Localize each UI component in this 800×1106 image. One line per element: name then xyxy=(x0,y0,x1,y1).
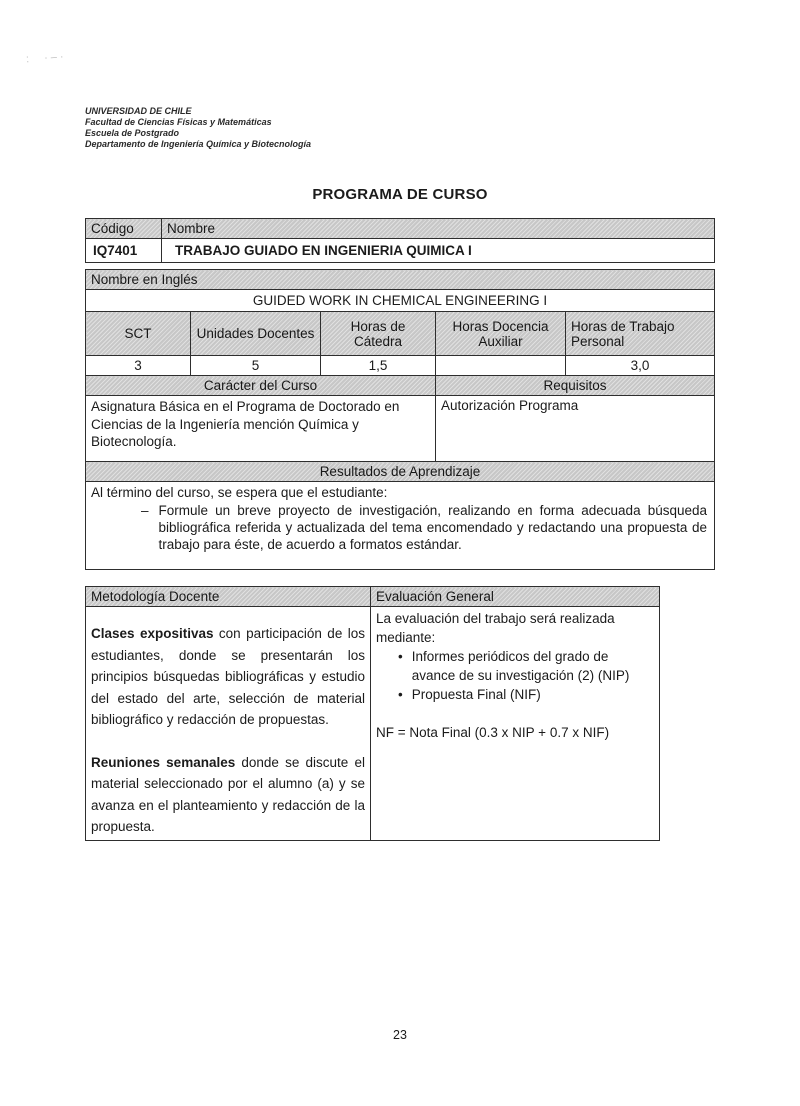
codigo-column-header: Código xyxy=(86,219,162,239)
caracter-del-curso-header: Carácter del Curso xyxy=(86,376,436,396)
sct-value: 3 xyxy=(86,356,191,376)
unidades-docentes-value: 5 xyxy=(191,356,321,376)
evaluacion-list-item xyxy=(376,685,654,704)
horas-trabajo-personal-value: 3,0 xyxy=(566,356,715,376)
metodologia-p1-text: con participación de los estudiantes, donde se presentarán los principios búsquedas bibliográficas y estudio del estado del arte, selección de material bibliográfico y redacción de propuestas. xyxy=(91,626,365,727)
requisitos-header: Requisitos xyxy=(436,376,715,396)
metodologia-paragraph-reuniones xyxy=(91,752,365,838)
horas-trabajo-personal-column-header: Horas de Trabajo Personal xyxy=(566,312,715,356)
metodologia-p2-text: donde se discute el material seleccionado por el alumno (a) y se avanza en el planteamiento y redacción de la propuesta. xyxy=(91,754,365,834)
scan-artifact: : ·–· xyxy=(25,50,67,66)
page-number: 23 xyxy=(393,1028,407,1042)
resultados-item-text: Formule un breve proyecto de investigación, realizando en forma adecuada búsqueda bibliográfica referida y actualizada del tema encomendado y redactando una propuesta de trabajo para éste, de acuerdo a formatos estándar. xyxy=(158,503,707,552)
evaluacion-list-item xyxy=(376,647,654,685)
letterhead-school: Escuela de Postgrado xyxy=(85,128,180,138)
horas-catedra-value: 1,5 xyxy=(321,356,436,376)
page-content xyxy=(85,0,715,841)
dash-bullet-icon: – xyxy=(141,503,149,518)
bullet-icon: • xyxy=(398,687,403,702)
metodologia-docente-content xyxy=(86,607,371,841)
horas-catedra-column-header: Horas de Cátedra xyxy=(321,312,436,356)
evaluacion-formula: NF = Nota Final (0.3 x NIP + 0.7 x NIF) xyxy=(376,725,610,740)
resultados-intro: Al término del curso, se espera que el estudiante: xyxy=(91,485,388,500)
evaluacion-general-header: Evaluación General xyxy=(371,587,660,607)
letterhead-faculty: Facultad de Ciencias Físicas y Matemáticas xyxy=(85,117,272,127)
resultados-list-item xyxy=(91,502,709,553)
horas-docencia-auxiliar-value xyxy=(436,356,566,376)
codigo-value: IQ7401 xyxy=(86,239,162,263)
methodology-evaluation-table xyxy=(85,586,660,841)
metodologia-p2-lead: Reuniones semanales xyxy=(91,754,236,770)
nombre-ingles-header: Nombre en Inglés xyxy=(86,270,715,290)
metodologia-paragraph-clases xyxy=(91,623,365,731)
letterhead-university: UNIVERSIDAD DE CHILE xyxy=(85,106,192,116)
evaluacion-item-text: Informes periódicos del grado de avance de su investigación (2) (NIP) xyxy=(411,649,630,683)
resultados-aprendizaje-header: Resultados de Aprendizaje xyxy=(86,462,715,482)
requisitos-value: Autorización Programa xyxy=(436,396,715,462)
caracter-del-curso-value: Asignatura Básica en el Programa de Doctorado en Ciencias de la Ingeniería mención Química y Biotecnología. xyxy=(86,396,436,462)
unidades-docentes-column-header: Unidades Docentes xyxy=(191,312,321,356)
horas-docencia-auxiliar-column-header: Horas Docencia Auxiliar xyxy=(436,312,566,356)
sct-column-header: SCT xyxy=(86,312,191,356)
nombre-ingles-value: GUIDED WORK IN CHEMICAL ENGINEERING I xyxy=(86,290,715,312)
bullet-icon: • xyxy=(398,649,403,664)
resultados-aprendizaje-content xyxy=(86,482,715,570)
evaluacion-intro: La evaluación del trabajo será realizada mediante: xyxy=(376,611,615,645)
letterhead xyxy=(85,106,715,150)
nombre-column-header: Nombre xyxy=(162,219,715,239)
metodologia-docente-header: Metodología Docente xyxy=(86,587,371,607)
document-title: PROGRAMA DE CURSO xyxy=(312,186,488,203)
evaluacion-general-content xyxy=(371,607,660,841)
course-code-table xyxy=(85,218,715,263)
course-details-table xyxy=(85,269,715,570)
metodologia-p1-lead: Clases expositivas xyxy=(91,626,214,641)
letterhead-department: Departamento de Ingeniería Química y Biotecnología xyxy=(85,139,312,149)
evaluacion-item-text: Propuesta Final (NIF) xyxy=(411,687,541,702)
nombre-value: TRABAJO GUIADO EN INGENIERIA QUIMICA I xyxy=(162,239,715,263)
